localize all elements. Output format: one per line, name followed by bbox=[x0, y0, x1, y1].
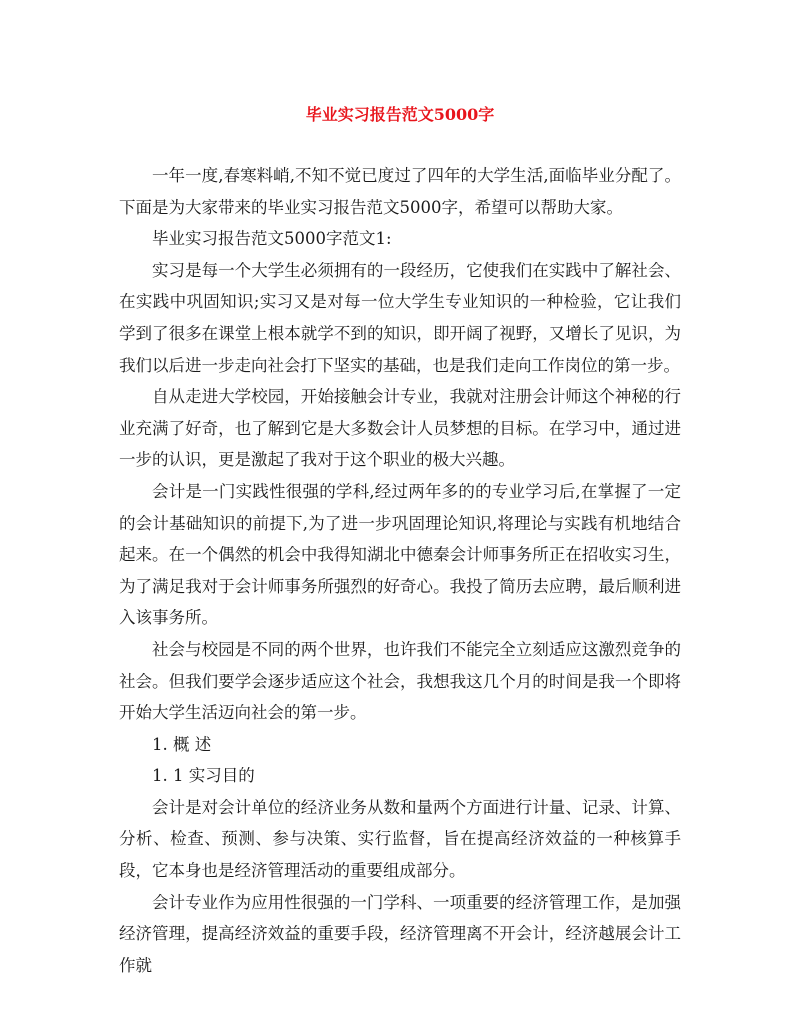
paragraph-firm-application: 会计是一门实践性很强的学科,经过两年多的的专业学习后,在掌握了一定的会计基础知识的前提下,为了进一步巩固理论知识,将理论与实践有机地结合起来。在一个偶然的机会中我得知湖北中德秦会计师事务所正在招收实习生，为了满足我对于会计师事务所强烈的好奇心。我投了简历去应聘，最后顺利进入该事务所。 bbox=[119, 481, 681, 628]
paragraph-society-adaptation: 社会与校园是不同的两个世界，也许我们不能完全立刻适应这激烈竞争的社会。但我们要学会逐步适应这个社会，我想我这几个月的时间是我一个即将开始大学生活迈向社会的第一步。 bbox=[119, 639, 681, 723]
paragraph-accounting-interest: 自从走进大学校园，开始接触会计专业，我就对注册会计师这个神秘的行业充满了好奇，也了解到它是大多数会计人员梦想的目标。在学习中，通过进一步的认识，更是激起了我对于这个职业的极大兴趣。 bbox=[119, 387, 681, 470]
section-heading-overview: 1. 概 述 bbox=[152, 734, 212, 754]
document-title: 毕业实习报告范文5000字 bbox=[305, 105, 495, 124]
document-body bbox=[119, 160, 681, 981]
paragraph-intro: 一年一度,春寒料峭,不知不觉已度过了四年的大学生活,面临毕业分配了。下面是为大家带来的毕业实习报告范文5000字，希望可以帮助大家。 bbox=[119, 166, 681, 217]
section-heading-purpose: 1. 1 实习目的 bbox=[152, 766, 255, 786]
paragraph-accounting-importance: 会计专业作为应用性很强的一门学科、一项重要的经济管理工作，是加强经济管理，提高经济效益的重要手段，经济管理离不开会计，经济越展会计工作就 bbox=[119, 892, 681, 975]
section-heading-sample-1: 毕业实习报告范文5000字范文1: bbox=[152, 229, 392, 249]
paragraph-accounting-definition: 会计是对会计单位的经济业务从数和量两个方面进行计量、记录、计算、分析、检查、预测、参与决策、实行监督，旨在提高经济效益的一种核算手段，它本身也是经济管理活动的重要组成部分。 bbox=[119, 797, 681, 881]
paragraph-internship-meaning: 实习是每一个大学生必须拥有的一段经历，它使我们在实践中了解社会、在实践中巩固知识;实习又是对每一位大学生专业知识的一种检验，它让我们学到了很多在课堂上根本就学不到的知识，即开阔了视野，又增长了见识，为我们以后进一步走向社会打下坚实的基础，也是我们走向工作岗位的第一步。 bbox=[119, 260, 681, 375]
